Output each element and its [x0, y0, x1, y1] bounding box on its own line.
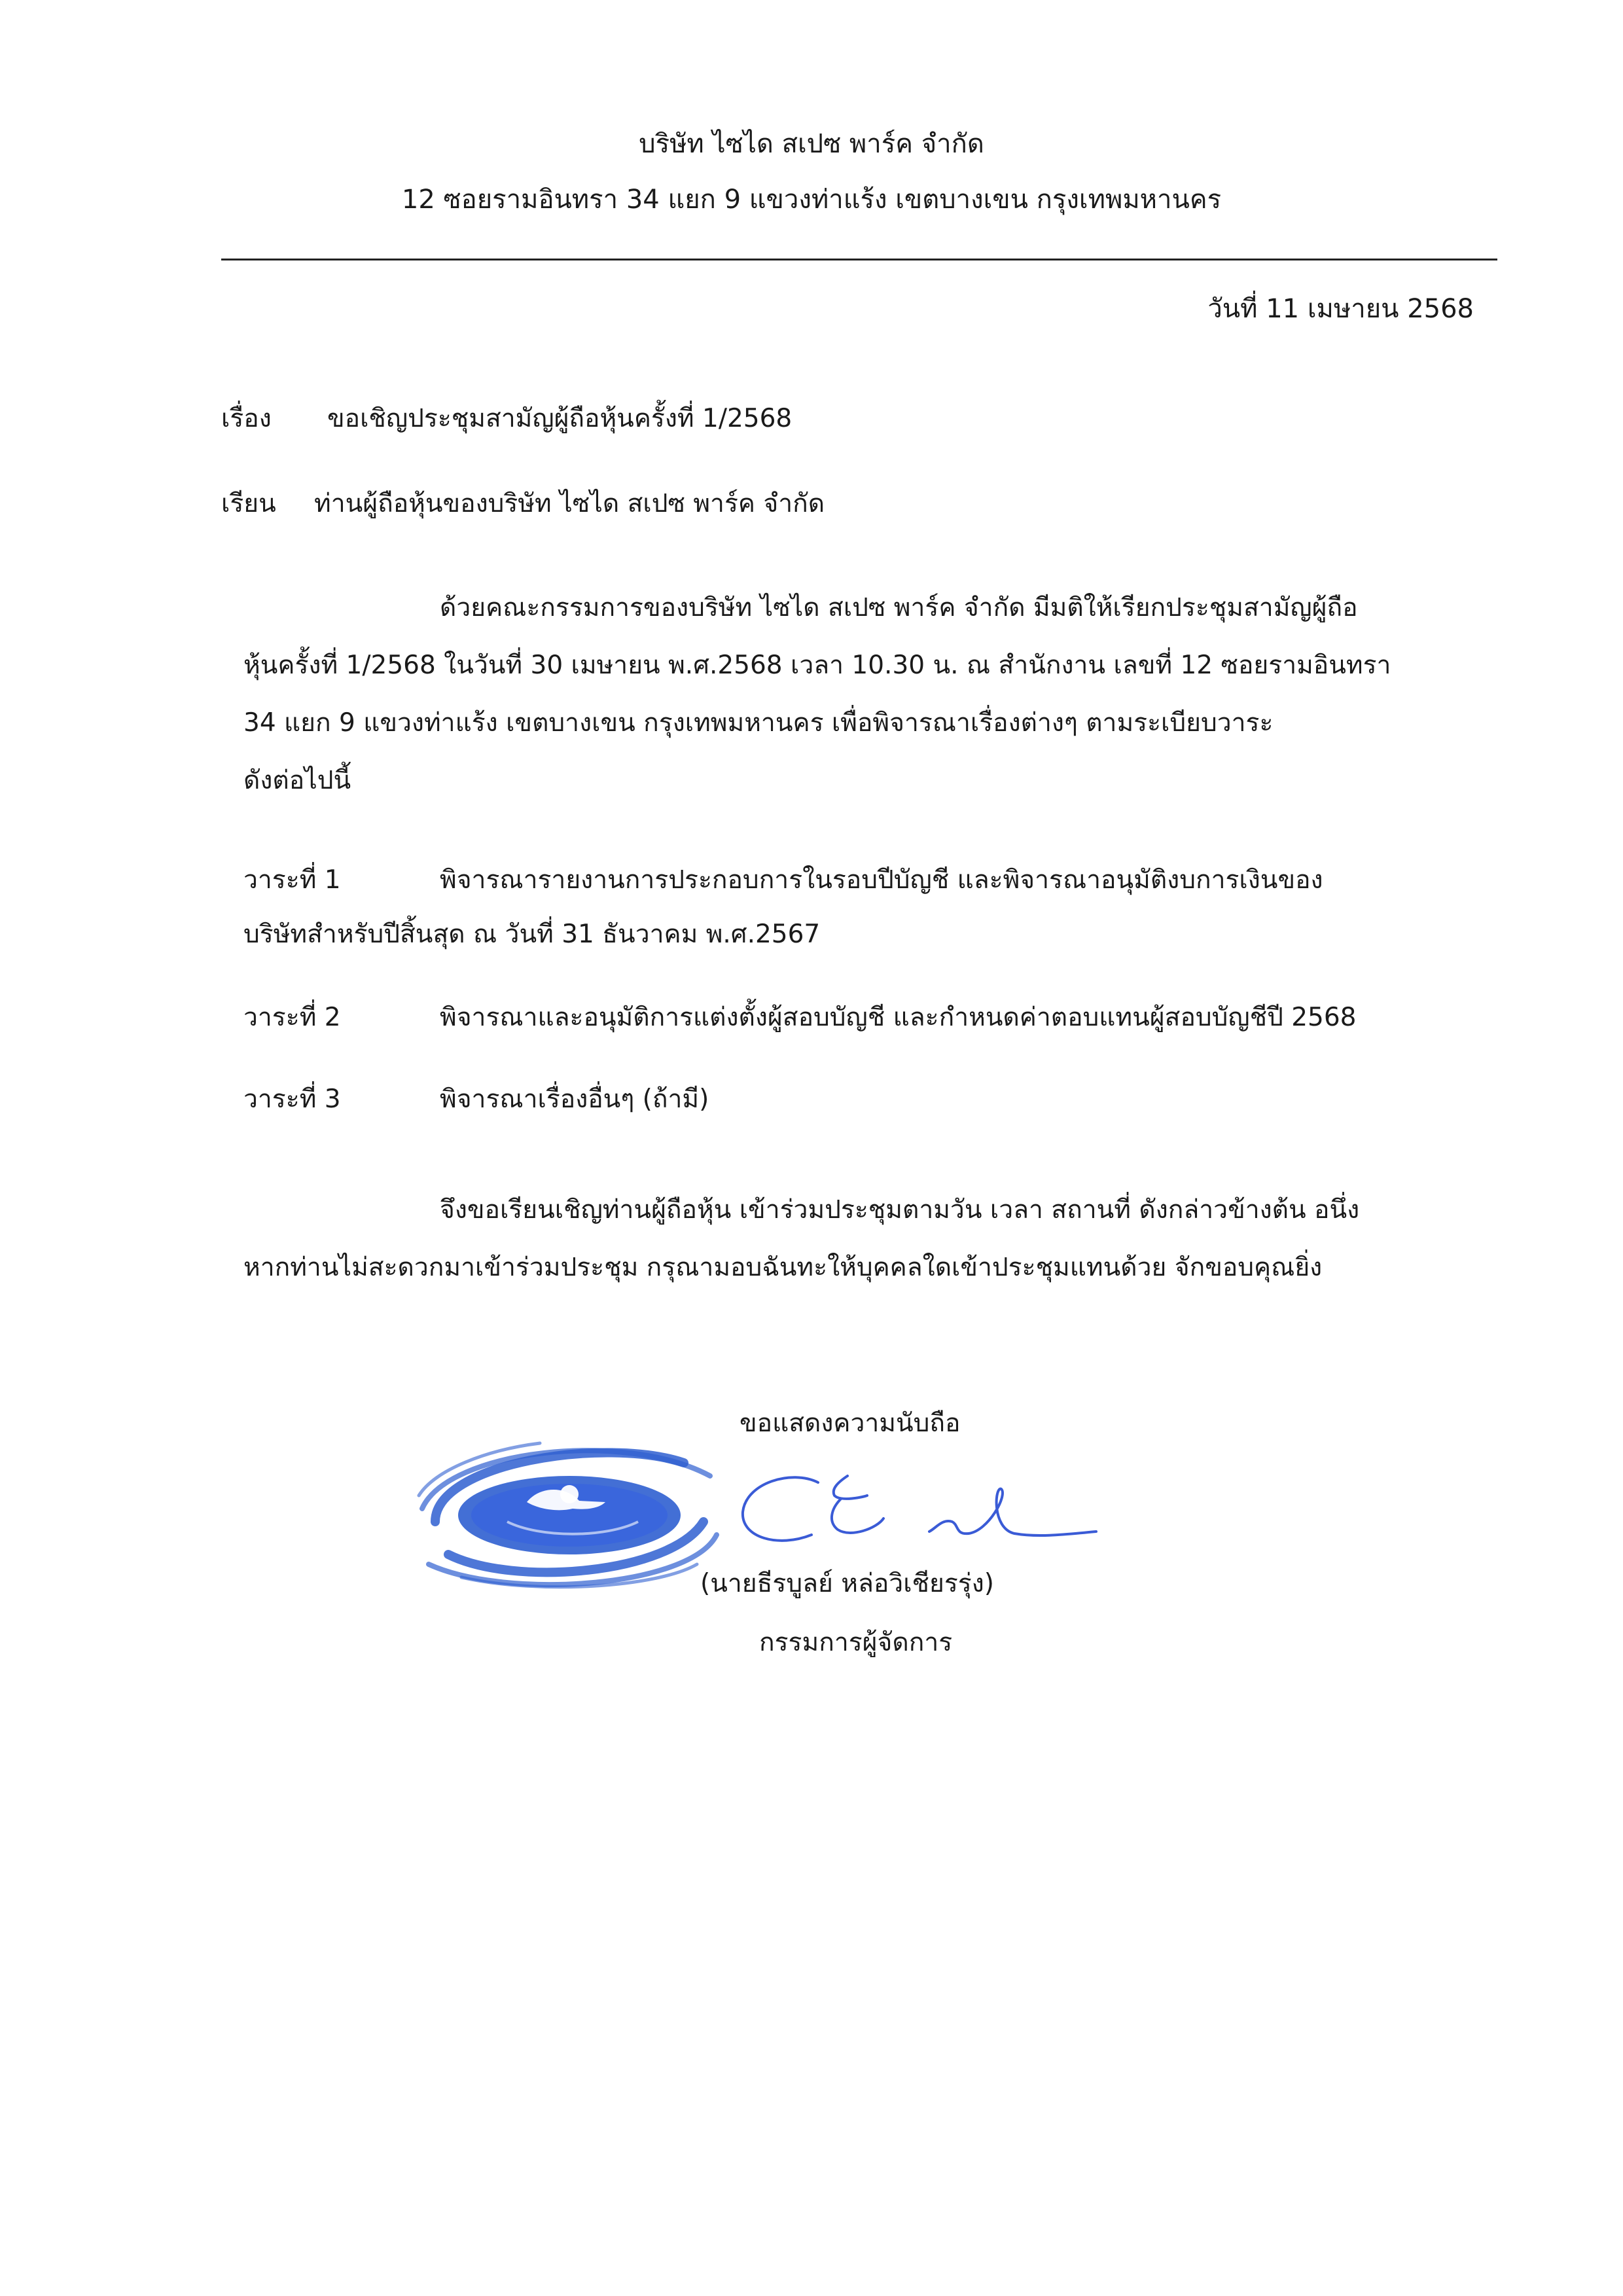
agenda-2-text: พิจารณาและอนุมัติการแต่งตั้งผู้สอบบัญชี และกำหนดค่าตอบแทนผู้สอบบัญชีปี 2568 [440, 1003, 1357, 1032]
agenda-1-text: พิจารณารายงานการประกอบการในรอบปีบัญชี และพิจารณาอนุมัติงบการเงินของ [440, 865, 1323, 895]
agenda-3-label: วาระที่ 3 [243, 1085, 341, 1114]
intro-paragraph [243, 579, 1487, 810]
closing-paragraph [243, 1181, 1487, 1297]
subject-text: ขอเชิญประชุมสามัญผู้ถือหุ้นครั้งที่ 1/2568 [327, 404, 793, 433]
agenda-1-continuation: บริษัทสำหรับปีสิ้นสุด ณ วันที่ 31 ธันวาคม พ.ศ.2567 [243, 920, 821, 949]
subject-label: เรื่อง [221, 404, 272, 433]
signer-title: กรรมการผู้จัดการ [759, 1628, 953, 1657]
company-name: บริษัท ไซได สเปซ พาร์ค จำกัด [639, 129, 984, 159]
agenda-3-text: พิจารณาเรื่องอื่นๆ (ถ้ามี) [440, 1085, 709, 1114]
intro-line: หุ้นครั้งที่ 1/2568 ในวันที่ 30 เมษายน พ.ศ.2568 เวลา 10.30 น. ณ สำนักงาน เลขที่ 12 ซอยรามอินทรา [243, 651, 1391, 680]
intro-line: ดังต่อไปนี้ [243, 766, 351, 795]
agenda-1-label: วาระที่ 1 [243, 865, 341, 895]
letter-date: วันที่ 11 เมษายน 2568 [1207, 294, 1474, 324]
closing-line: หากท่านไม่สะดวกมาเข้าร่วมประชุม กรุณามอบฉันทะให้บุคคลใดเข้าประชุมแทนด้วย จักขอบคุณยิ่ง [243, 1253, 1323, 1282]
closing-salutation: ขอแสดงความนับถือ [740, 1408, 961, 1438]
header-divider [221, 259, 1497, 260]
signer-name: (นายธีรบูลย์ หล่อวิเชียรรุ่ง) [700, 1569, 995, 1598]
closing-line: จึงขอเรียนเชิญท่านผู้ถือหุ้น เข้าร่วมประชุมตามวัน เวลา สถานที่ ดังกล่าวข้างต้น อนึ่ง [440, 1195, 1360, 1225]
recipient-text: ท่านผู้ถือหุ้นของบริษัท ไซได สเปซ พาร์ค จำกัด [314, 489, 825, 518]
signature-icon [733, 1456, 1099, 1561]
company-seal-icon [409, 1424, 723, 1594]
intro-line: 34 แยก 9 แขวงท่าแร้ง เขตบางเขน กรุงเทพมหานคร เพื่อพิจารณาเรื่องต่างๆ ตามระเบียบวาระ [243, 708, 1274, 738]
company-address: 12 ซอยรามอินทรา 34 แยก 9 แขวงท่าแร้ง เขตบางเขน กรุงเทพมหานคร [401, 185, 1222, 215]
agenda-2-label: วาระที่ 2 [243, 1003, 341, 1032]
intro-line: ด้วยคณะกรรมการของบริษัท ไซได สเปซ พาร์ค จำกัด มีมติให้เรียกประชุมสามัญผู้ถือ [440, 593, 1358, 622]
recipient-label: เรียน [221, 489, 276, 518]
